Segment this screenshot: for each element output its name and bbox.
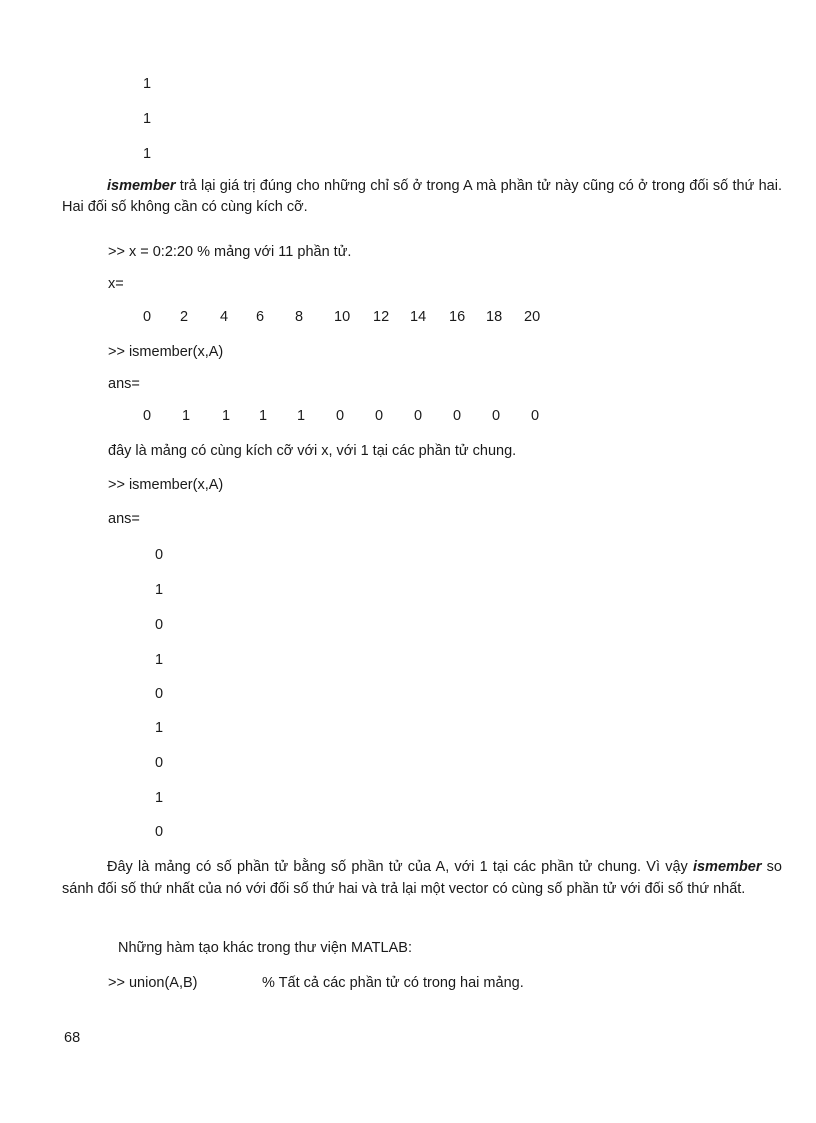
ans-column-value: 1 — [155, 582, 164, 598]
ans-row-value: 0 — [336, 408, 345, 424]
top-ones-line-1: 1 — [143, 76, 152, 92]
ans-row-value: 1 — [259, 408, 268, 424]
ans-row-value: 1 — [297, 408, 306, 424]
ans-row-value: 0 — [453, 408, 462, 424]
x-values-row — [0, 309, 816, 329]
ans-row-values — [0, 408, 816, 428]
x-value: 10 — [334, 309, 351, 325]
ans-row-value: 0 — [492, 408, 501, 424]
ans-column-value: 0 — [155, 824, 164, 840]
para2-text-a: Đây là mảng có số phần tử bằng số phần tử của A, với 1 tại các phần tử chung. Vì vậy — [107, 859, 693, 875]
command-line-ismember-1: >> ismember(x,A) — [108, 344, 224, 360]
para1-text: trả lại giá trị đúng cho những chỉ số ở trong A mà phần tử này cũng có ở trong đối số thứ hai. Hai đối số không cần có cùng kích cỡ. — [62, 178, 782, 215]
ans-row-value: 0 — [375, 408, 384, 424]
x-value: 8 — [295, 309, 304, 325]
ans-row-value: 1 — [182, 408, 191, 424]
para2-text-b: so sánh đối số thứ nhất của nó với đối số thứ hai và trả lại một vector có cùng số phần tử với đối số thứ nhất. — [62, 859, 783, 897]
x-value: 18 — [486, 309, 503, 325]
ans-row-value: 1 — [222, 408, 231, 424]
union-comment: % Tất cả các phần tử có trong hai mảng. — [262, 975, 524, 991]
ans-column-value: 0 — [155, 617, 164, 633]
x-value: 14 — [410, 309, 427, 325]
command-line-union: >> union(A,B) — [108, 975, 198, 991]
x-value: 0 — [143, 309, 152, 325]
other-functions-intro: Những hàm tạo khác trong thư viện MATLAB: — [118, 940, 412, 956]
output-label-ans-2: ans= — [108, 511, 140, 527]
output-label-ans-1: ans= — [108, 376, 140, 392]
ans-row-value: 0 — [531, 408, 540, 424]
x-value: 16 — [449, 309, 466, 325]
ans-row-value: 0 — [143, 408, 152, 424]
ans-row-note: đây là mảng có cùng kích cỡ với x, với 1 tại các phần tử chung. — [108, 443, 517, 459]
page-number: 68 — [64, 1030, 81, 1046]
top-ones-line-3: 1 — [143, 146, 152, 162]
command-line-x: >> x = 0:2:20 % mảng với 11 phần tử. — [108, 244, 352, 260]
x-value: 4 — [220, 309, 229, 325]
ans-column-value: 1 — [155, 652, 164, 668]
x-value: 20 — [524, 309, 541, 325]
x-value: 2 — [180, 309, 189, 325]
ans-row-value: 0 — [414, 408, 423, 424]
ans-column-value: 0 — [155, 547, 164, 563]
x-value: 12 — [373, 309, 390, 325]
ismember-keyword: ismember — [692, 859, 762, 875]
output-label-x: x= — [108, 276, 124, 292]
ismember-description-paragraph — [62, 176, 782, 218]
x-value: 6 — [256, 309, 265, 325]
ismember-keyword: ismember — [107, 178, 176, 194]
top-ones-line-2: 1 — [143, 111, 152, 127]
column-result-paragraph — [62, 856, 782, 900]
ans-column-value: 1 — [155, 790, 164, 806]
command-line-ismember-2: >> ismember(x,A) — [108, 477, 224, 493]
ans-column-value: 1 — [155, 720, 164, 736]
ans-column-value: 0 — [155, 755, 164, 771]
ans-column-value: 0 — [155, 686, 164, 702]
